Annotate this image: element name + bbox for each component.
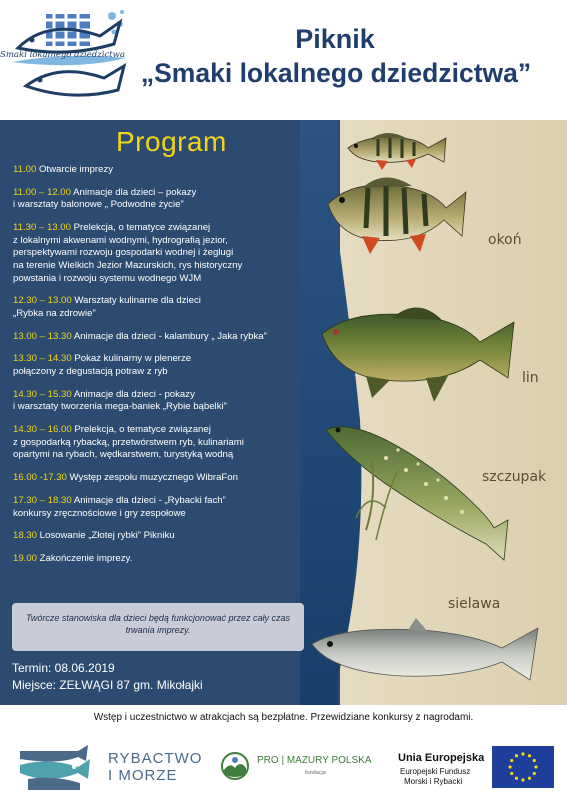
rybactwo-text-line1: RYBACTWO [108,750,203,767]
eu-fund-line1: Europejski Fundusz [400,767,471,776]
program-event [13,530,331,543]
event-description: Animacje dla dzieci - kalambury „ Jaka rybka” [71,330,267,342]
event-description: Prelekcja, o tematyce związanej z lokalnymi akwenami wodnymi, hydrografią jezior, perspektywami rozwoju gospodarki wodnej i żeglugi na terenie Wielkich Jezior Mazurskich, rys historyczny powstania i rozwoju systemu wodnego WJM [13,222,243,284]
program-event [13,222,331,285]
program-event [13,424,331,462]
eu-star-icon [515,754,518,757]
pro-mazury-polska-text: PRO | MAZURY POLSKA [257,755,372,766]
eu-star-icon [508,765,511,768]
fish-label-okon: okoń [488,232,522,248]
event-time: 14.30 – 15.30 [13,388,72,400]
program-events-list [13,164,331,576]
title-line-2: „Smaki lokalnego dziedzictwa” [140,58,532,88]
event-time: 12.30 – 13.00 [13,295,72,307]
header [0,0,567,118]
eu-star-icon [510,759,513,762]
program-title: Program [116,126,227,157]
eu-star-icon [515,777,518,780]
eu-star-icon [533,772,536,775]
event-time: 17.30 – 18.30 [13,494,72,506]
title-line-1: Piknik [295,24,375,54]
event-description: Losowanie „Złotej rybki” Pikniku [37,530,175,542]
logo-text: Smaki lokalnego dziedzictwa [0,50,125,60]
event-time: 18.30 [13,530,38,542]
admission-notice: Wstęp i uczestnictwo w atrakcjach są bezpłatne. Przewidziane konkursy z nagrodami. [93,712,474,723]
event-description: Zakończenie imprezy. [37,553,133,565]
eu-star-icon [533,759,536,762]
program-event [13,472,331,485]
event-description: Otwarcie imprezy [36,164,114,175]
eu-star-icon [534,765,537,768]
event-time: 13.00 – 13.30 [13,330,72,342]
event-description: Pokaz kulinarny w plenerze połączony z degustacją potraw z ryb [13,353,192,378]
eu-flag-icon [492,746,554,788]
pro-mazury-polska-subtext: fundacja [305,770,326,776]
perch-large [328,177,466,254]
eu-fund-line2: Morski i Rybacki [404,777,463,786]
event-location: Miejsce: ZEŁWĄGI 87 gm. Mikołajki [12,678,203,692]
program-event [13,187,331,212]
event-time: 16.00 -17.30 [13,472,67,484]
program-event [13,389,331,414]
fish-label-szczupak: szczupak [482,469,547,485]
perch-small [348,133,446,170]
program-event [13,353,331,378]
eu-star-icon [528,777,531,780]
eu-star-icon [528,754,531,757]
event-time: 11.00 [13,164,37,175]
event-description: Występ zespołu muzycznego WibraFon [66,472,238,484]
eu-star-icon [510,772,513,775]
fish-label-sielawa: sielawa [448,596,501,612]
program-event [13,553,331,566]
event-description: Animacje dla dzieci – pokazy i warsztaty balonowe „ Podwodne życie” [13,186,197,211]
program-event [13,295,331,320]
event-time: 19.00 [13,553,38,565]
program-note: Twórcze stanowiska dla dzieci będą funkcjonować przez cały czas trwania imprezy. [12,603,304,651]
pro-mazury-polska-logo-icon [220,752,250,780]
rybactwo-logo-icon [18,745,98,790]
event-description: Animacje dla dzieci - pokazy i warsztaty tworzenia mega-baniek „Rybie bąbelki” [13,388,227,413]
event-date: Termin: 08.06.2019 [12,661,115,675]
event-time: 11.30 – 13.00 [13,222,71,234]
event-description: Prelekcja, o tematyce związanej z gospodarką rybacką, przetwórstwem ryb, kulinariami opartymi na rybach, wędkarstwem, turystyką wodną [13,424,244,461]
fish-label-lin: lin [522,370,539,386]
event-time: 14.30 – 16.00 [13,424,72,436]
rybactwo-text-line2: I MORZE [108,767,178,784]
program-event [13,164,331,177]
program-panel [0,120,567,705]
eu-star-icon [521,752,524,755]
program-event [13,495,331,520]
event-description: Warsztaty kulinarne dla dzieci „Rybka na zdrowie” [13,295,201,319]
program-event [13,331,331,344]
eu-title: Unia Europejska [398,752,485,764]
event-time: 11.00 – 12.00 [13,186,71,198]
event-description: Animacje dla dzieci - „Rybacki fach” konkursy zręcznościowe i gry zespołowe [13,494,226,519]
event-time: 13.30 – 14.30 [13,353,72,365]
eu-star-icon [521,778,524,781]
